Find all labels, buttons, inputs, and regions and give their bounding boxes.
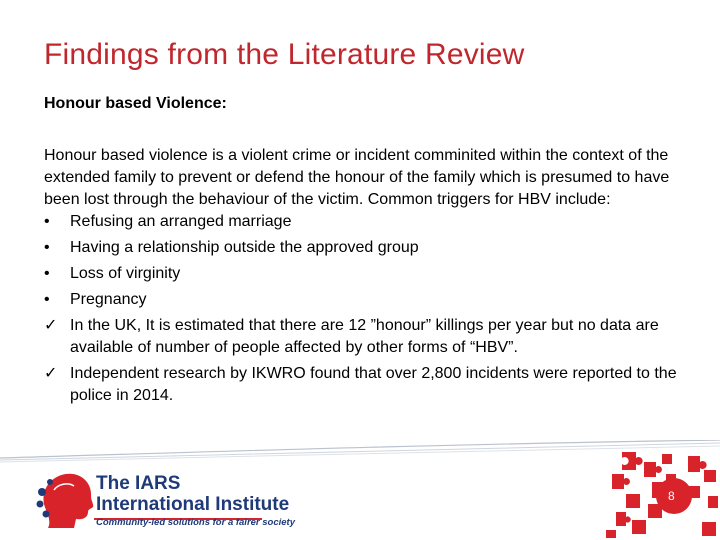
logo-line-2: International Institute — [96, 494, 290, 515]
bullet-marker: • — [44, 265, 50, 282]
list-item — [44, 263, 684, 285]
list-item-text: Pregnancy — [70, 291, 147, 308]
slide-title: Findings from the Literature Review — [44, 38, 525, 71]
logo-tagline: Community-led solutions for a fairer society — [96, 517, 296, 528]
list-item — [44, 211, 684, 233]
list-item — [44, 289, 684, 311]
list-item-text: Loss of virginity — [70, 265, 181, 282]
checkmark-icon: ✓ — [44, 365, 58, 382]
list-item — [44, 363, 684, 407]
list-item — [44, 315, 684, 359]
slide-body — [44, 145, 684, 407]
page-number: 8 — [668, 489, 675, 503]
puzzle-pieces-icon — [604, 448, 720, 540]
list-item-text: Refusing an arranged marriage — [70, 213, 292, 230]
list-item — [44, 237, 684, 259]
slide-subtitle: Honour based Violence: — [44, 95, 227, 112]
list-item-text: In the UK, It is estimated that there are 12 ”honour” killings per year but no data are available of number of people affected by other forms of “HBV”. — [70, 317, 659, 356]
logo-line-1: The IARS — [96, 473, 181, 494]
trigger-list — [44, 211, 684, 407]
bullet-marker: • — [44, 291, 50, 308]
bullet-marker: • — [44, 239, 50, 256]
list-item-text: Having a relationship outside the approved group — [70, 239, 419, 256]
bullet-marker: • — [44, 213, 50, 230]
intro-paragraph: Honour based violence is a violent crime or incident comminited within the context of the extended family to prevent or defend the honour of the family which is presumed to have been lost through the behaviour of the victim. Common triggers for HBV include: — [44, 147, 670, 208]
checkmark-icon: ✓ — [44, 317, 58, 334]
list-item-text: Independent research by IKWRO found that over 2,800 incidents were reported to the police in 2014. — [70, 365, 677, 404]
